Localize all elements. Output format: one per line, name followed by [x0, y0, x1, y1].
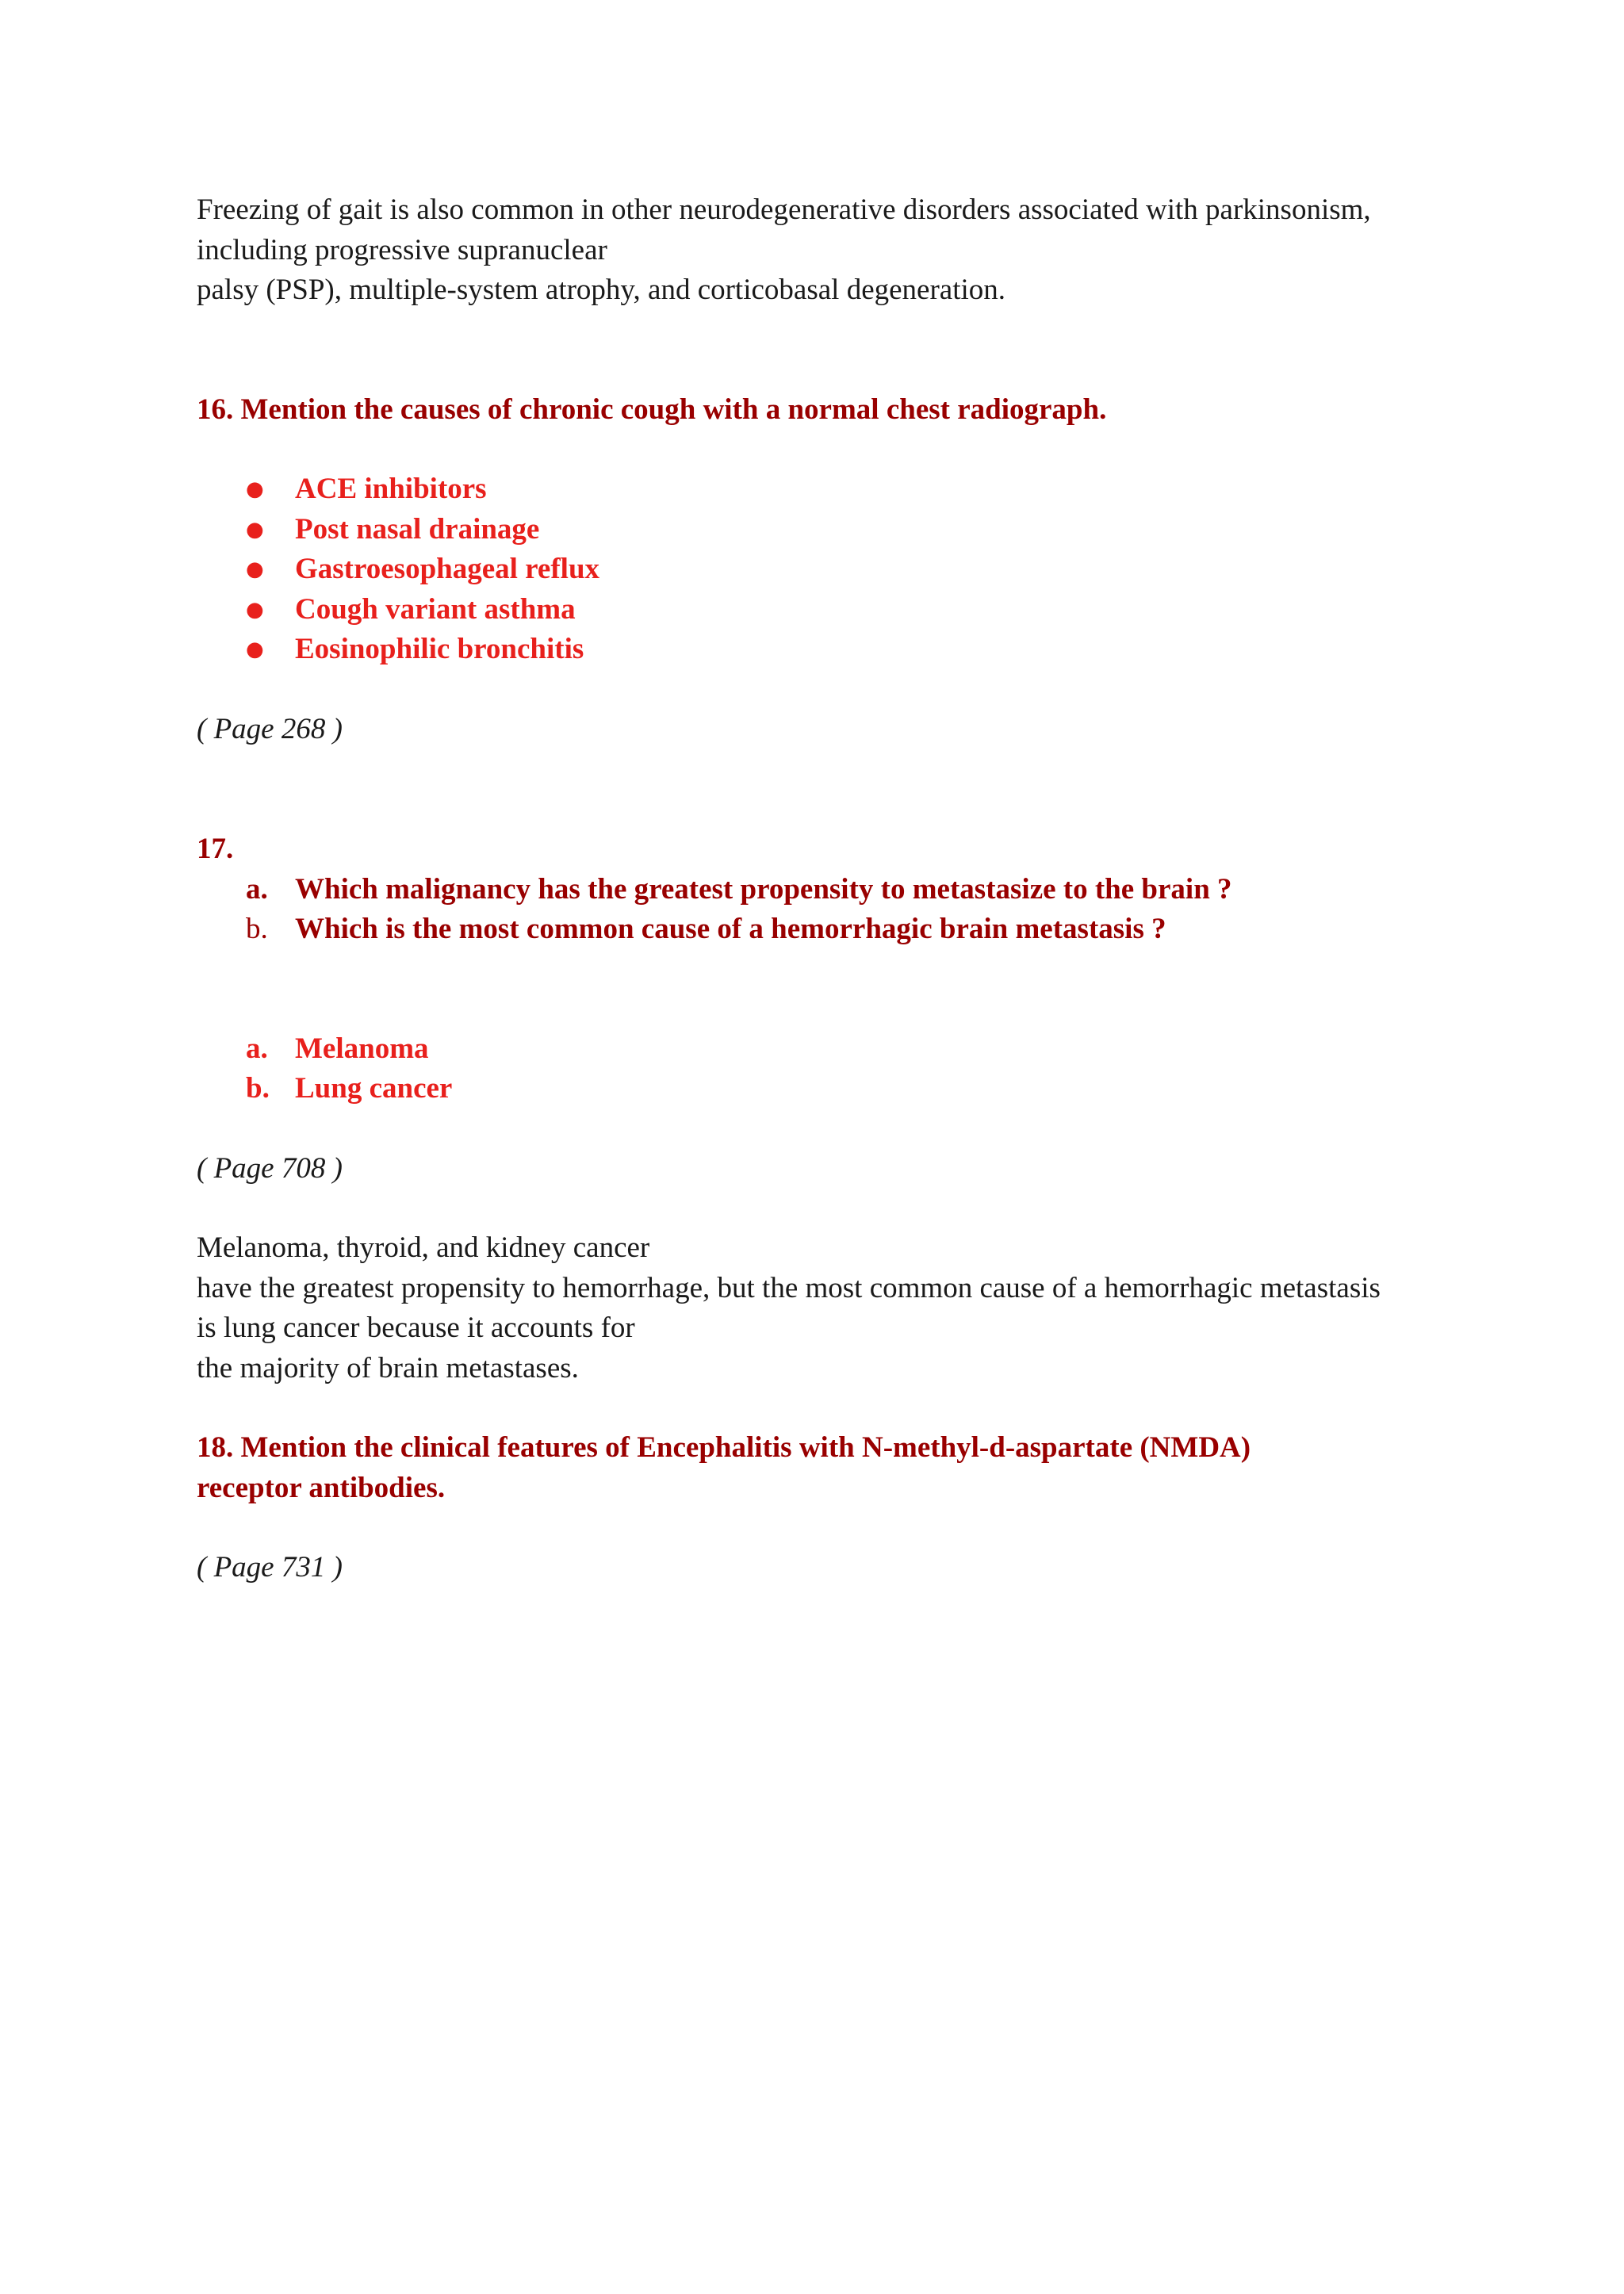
bullet-icon: ● — [246, 597, 264, 622]
explanation-line: is lung cancer because it accounts for — [197, 1312, 635, 1344]
answer-text: Post nasal drainage — [295, 512, 540, 546]
subquestion-text: Which malignancy has the greatest propensity to metastasize to the brain ? — [295, 872, 1232, 906]
question-18-page-reference: ( Page 731 ) — [197, 1551, 343, 1584]
question-16-answer-list — [197, 469, 1434, 670]
list-item — [197, 590, 1434, 630]
list-marker: b. — [246, 913, 268, 945]
explanation-line: Melanoma, thyroid, and kidney cancer — [197, 1231, 650, 1264]
explanation-line: have the greatest propensity to hemorrhage, but the most common cause of a hemorrhagic metastasis — [197, 1271, 1381, 1304]
intro-line: including progressive supranuclear — [197, 233, 607, 266]
list-item — [197, 1069, 1434, 1109]
document-page — [197, 190, 1434, 1588]
list-item — [197, 469, 1434, 510]
bullet-icon: ● — [246, 557, 264, 581]
bullet-icon: ● — [246, 517, 264, 542]
bullet-icon: ● — [246, 638, 264, 661]
question-18-title — [197, 1428, 1434, 1508]
answer-text: Melanoma — [295, 1032, 429, 1065]
list-item — [197, 1029, 1434, 1070]
answer-text: Eosinophilic bronchitis — [295, 633, 584, 665]
intro-line: palsy (PSP), multiple-system atrophy, and corticobasal degeneration. — [197, 274, 1006, 306]
question-18-title-line: receptor antibodies. — [197, 1471, 446, 1504]
answer-text: Gastroesophageal reflux — [295, 553, 600, 585]
subquestion-text: Which is the most common cause of a hemorrhagic brain metastasis ? — [295, 913, 1166, 945]
list-item — [197, 510, 1434, 550]
list-item — [197, 870, 1434, 910]
list-marker: a. — [246, 1032, 268, 1065]
list-item — [197, 550, 1434, 590]
answer-text: Lung cancer — [295, 1072, 453, 1105]
question-16-page-reference: ( Page 268 ) — [197, 712, 343, 745]
question-17-subquestion-list — [197, 870, 1434, 950]
question-17-title: 17. — [197, 833, 234, 865]
answer-text: ACE inhibitors — [295, 473, 487, 505]
answer-text: Cough variant asthma — [295, 592, 576, 626]
intro-line: Freezing of gait is also common in other neurodegenerative disorders associated with parkinsonism, — [197, 193, 1371, 226]
bullet-icon: ● — [246, 477, 264, 501]
question-18-title-line: 18. Mention the clinical features of Encephalitis with N-methyl-d-aspartate (NMDA) — [197, 1431, 1251, 1464]
explanation-line: the majority of brain metastases. — [197, 1351, 579, 1384]
list-marker: b. — [246, 1072, 270, 1105]
question-17-answer-list — [197, 1029, 1434, 1109]
question-16-title: 16. Mention the causes of chronic cough with a normal chest radiograph. — [197, 393, 1107, 426]
question-17-page-reference: ( Page 708 ) — [197, 1151, 343, 1185]
list-item — [197, 910, 1434, 950]
list-item — [197, 630, 1434, 670]
list-marker: a. — [246, 872, 268, 906]
intro-paragraph — [197, 190, 1434, 311]
question-17-explanation — [197, 1228, 1434, 1388]
